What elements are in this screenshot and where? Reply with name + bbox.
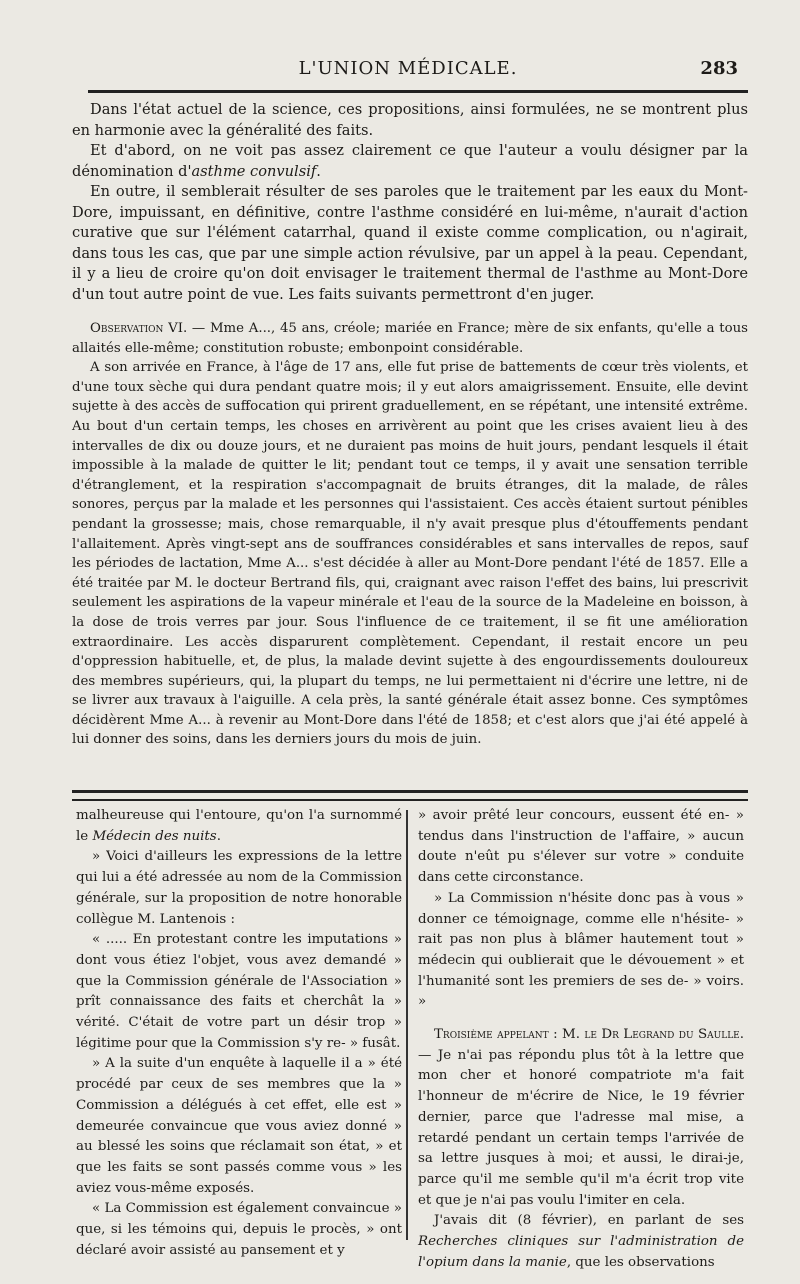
left-paragraph-5: « La Commission est également convaincue » que, si les témoins qui, depuis le procès, » ont déclaré avoir assisté au pansement et y [76,1201,402,1258]
appellant-heading: Troisième appelant : M. le Dr Legrand du Saulle. [434,1027,744,1043]
observation-body: A son arrivée en France, à l'âge de 17 ans, elle fut prise de battements de cœur très violents, et d'une toux sèche qui dura pendant quatre mois; il y eut alors amaigrissement. Ensuite, elle devint sujette à des accès de suffocation qui prirent graduellement, en se répétant, une intensité extrême. Au bout d'un certain temps, les choses en arrivèrent au point que les crises avaient lieu à des intervalles de dix ou douze jours, et ne duraient pas moins de huit jours, pendant lesquels il était impossible à la malade de quitter le lit; pendant tout ce temps, il y avait une sensation terrible d'étranglement, et la respiration s'accompagnait de bruits étranges, dit la malade, de râles sonores, perçus par la malade et les personnes qui l'assistaient. Ces accès étaient surtout pénibles pendant la grossesse; mais, chose remarquable, il n'y avait presque plus d'étouffements pendant l'allaitement. Après vingt-sept ans de souffrances considérables et sans intervalles de repos, sauf les périodes de lactation, Mme A... s'est décidée à aller au Mont-Dore pendant l'été de 1857. Elle a été traitée par M. le docteur Bertrand fils, qui, craignant avec raison l'effet des bains, lui prescrivit seulement les aspirations de la vapeur minérale et l'eau de la source de la Madeleine en boisson, à la dose de trois verres par jour. Sous l'influence de ce traitement, il se fit une amélioration extraordinaire. Les accès disparurent complètement. Cependant, il restait encore un peu d'oppression habituelle, et, de plus, la malade devint sujette à des engourdissements douloureux des membres supérieurs, qui, la plupart du temps, ne lui permettaient ni d'écrire une lettre, ni de se livrer aux travaux à l'aiguille. A cela près, la santé générale était assez bonne. Ces symptômes décidèrent Mme A... à revenir au Mont-Dore dans l'été de 1858; et c'est alors que j'ai été appelé à lui donner des soins, dans les derniers jours du mois de juin. [72,360,748,748]
emphasis-recherches: Recherches cliniques sur l'administration de l'opium dans la manie [418,1234,744,1270]
right-paragraph-1: » avoir prêté leur concours, eussent été en- » tendus dans l'instruction de l'affaire, » aucun doute n'eût pu s'élever sur votre » conduite dans cette circonstance. [418,808,744,886]
page-number: 283 [700,58,738,79]
observation-heading: Observation VI. — Mme A..., 45 ans, créole; mariée en France; mère de six enfants, qu'elle a tous allaités elle-même; constitution robuste; embonpoint considérable. [72,321,748,356]
right-paragraph-4: J'avais dit (8 février), en parlant de ses Recherches cliniques sur l'administration de l'opium dans la manie, que les observations [418,1213,744,1270]
left-paragraph-4: » A la suite d'un enquête à laquelle il a » été procédé par ceux de ses membres que la » Commission a délégués à cet effet, elle est » demeurée convaincue que vous aviez donné » au blessé les soins que réclamait son état, » et que les faits se sont passés comme vous » les aviez vous-même exposés. [76,1056,402,1196]
column-divider [406,810,408,1240]
intro-paragraph-2: Et d'abord, on ne voit pas assez clairement ce que l'auteur a voulu désigner par la dénomination d'asthme convulsif. [72,142,748,180]
emphasis-asthme: asthme convulsif [191,162,317,180]
section-double-rule [72,790,748,801]
left-paragraph-1: malheureuse qui l'entoure, qu'on l'a surnommé le Médecin des nuits. [76,808,402,844]
right-paragraph-3: Troisième appelant : M. le Dr Legrand du Saulle. — Je n'ai pas répondu plus tôt à la lettre que mon cher et honoré compatriote m'a fait l'honneur de m'écrire de Nice, le 19 février dernier, parce que l'adresse mal mise, a retardé pendant un certain temps l'arrivée de sa lettre jusques à moi; et aussi, le dirai-je, parce qu'il me semble qu'il m'a écrit trop vite et que je n'ai pas voulu l'imiter en cela. [418,1027,744,1208]
observation-label: Observation VI. [90,321,188,336]
intro-paragraph-3: En outre, il semblerait résulter de ses paroles que le traitement par les eaux du Mont-Dore, impuissant, en définitive, contre l'asthme considéré en lui-même, n'aurait d'action curative que sur l'élément catarrhal, quand il existe comme complication, ou n'agirait, dans tous les cas, que par une simple action révulsive, par un appel à la peau. Cependant, il y a lieu de croire qu'on doit envisager le traitement thermal de l'asthme au Mont-Dore d'un tout autre point de vue. Les faits suivants permettront d'en juger. [72,183,748,303]
right-column [418,806,744,1273]
intro-paragraph-1: Dans l'état actuel de la science, ces propositions, ainsi formulées, ne se montrent plus en harmonie avec la généralité des faits. [72,101,748,139]
upper-section [72,100,748,750]
left-paragraph-3: « ..... En protestant contre les imputations » dont vous étiez l'objet, vous avez demandé » que la Commission générale de l'Association » prît connaissance des faits et cherchât la » vérité. C'était de votre part un désir trop » légitime pour que la Commission s'y re- » fusât. [76,932,402,1051]
journal-title: L'UNION MÉDICALE. [298,58,518,79]
left-paragraph-2: » Voici d'ailleurs les expressions de la lettre qui lui a été adressée au nom de la Commission générale, sur la proposition de notre honorable collègue M. Lantenois : [76,849,402,927]
running-header [72,58,744,86]
emphasis-medecin: Médecin des nuits [92,828,217,844]
header-rule [88,90,748,93]
right-paragraph-2: » La Commission n'hésite donc pas à vous » donner ce témoignage, comme elle n'hésite- » rait pas non plus à blâmer hautement tout » médecin qui oublierait que le dévouement » et l'humanité sont les premiers de ses de- » voirs. » [418,890,744,1010]
left-column [76,806,402,1261]
